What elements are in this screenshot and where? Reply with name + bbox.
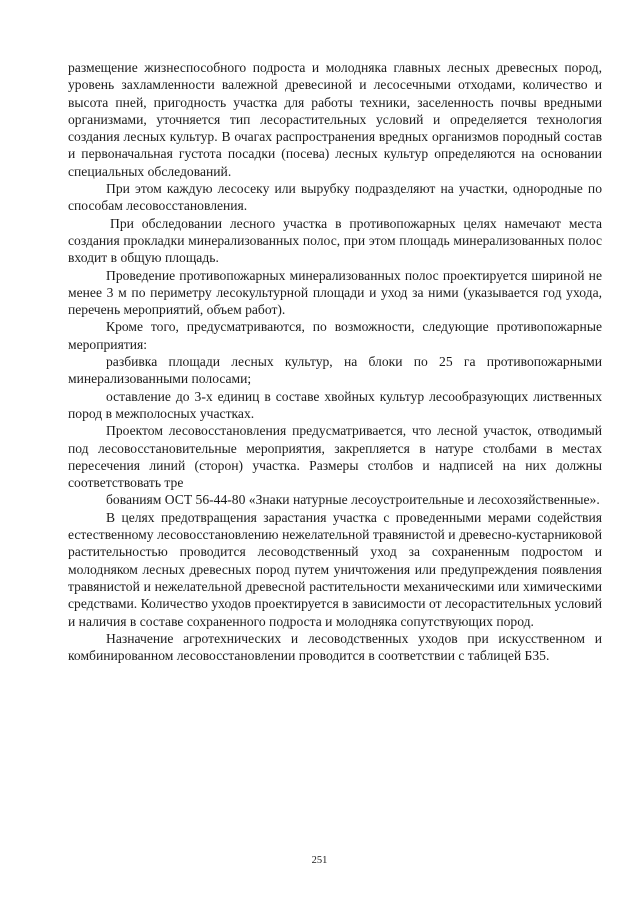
body-text <box>68 59 602 664</box>
paragraph-3: При обследовании лесного участка в противопожарных целях намечают места создания прокладки минерализованных полос, при этом площадь минерализованных полос входит в общую площадь. <box>68 215 602 266</box>
paragraph-6: разбивка площади лесных культур, на блоки по 25 га противопожарными минерализованными полосами; <box>68 354 602 387</box>
paragraph-2: При этом каждую лесосеку или вырубку подразделяют на участки, однородные по способам лесовосстановления. <box>68 181 602 214</box>
paragraph-7: оставление до 3-х единиц в составе хвойных культур лесообразующих лиственных пород в межполосных участках. <box>68 388 602 421</box>
paragraph-11: Назначение агротехнических и лесоводственных уходов при искусственном и комбинированном лесовосстановлении проводится в соответствии с таблицей Б35. <box>68 630 602 664</box>
paragraph-8: Проектом лесовосстановления предусматривается, что лесной участок, отводимый под лесовосстановительные мероприятия, закрепляется в натуре столбами в местах пересечения линий (сторон) участка. Размеры столбов и надписей на них должны соответствовать тре <box>68 423 602 491</box>
paragraph-5: Кроме того, предусматриваются, по возможности, следующие противопожарные мероприятия: <box>68 319 602 352</box>
paragraph-10: В целях предотвращения зарастания участка с проведенными мерами содействия естественному лесовосстановлению нежелательной травянистой и древесно-кустарниковой растительностью проводится лесоводственный уход за сохраненным подростом и молодняком лесных древесных пород путем уничтожения или предупреждения появления травянистой и нежелательной древесной растительности механическими или химическими средствами. Количество уходов проектируется в зависимости от лесорастительных условий и наличия в составе сохраненного подроста и молодняка сопутствующих пород. <box>68 509 602 629</box>
paragraph-4: Проведение противопожарных минерализованных полос проектируется шириной не менее 3 м по периметру лесокультурной площади и уход за ними (указывается год ухода, перечень мероприятий, объем работ). <box>68 267 602 318</box>
paragraph-9: бованиям ОСТ 56-44-80 «Знаки натурные лесоустроительные и лесохозяйственные». <box>106 492 600 508</box>
paragraph-1: размещение жизнеспособного подроста и молодняка главных лесных древесных пород, уровень захламленности валежной древесиной и лесосечными отходами, количество и высота пней, пригодность участка для работы техники, заселенность почвы вредными организмами, уточняется тип лесорастительных условий и определяется технология создания лесных культур. В очагах распространения вредных организмов породный состав и первоначальная густота посадки (посева) лесных культур определяются на основании специальных обследований. <box>68 60 602 179</box>
page-number: 251 <box>311 855 328 866</box>
